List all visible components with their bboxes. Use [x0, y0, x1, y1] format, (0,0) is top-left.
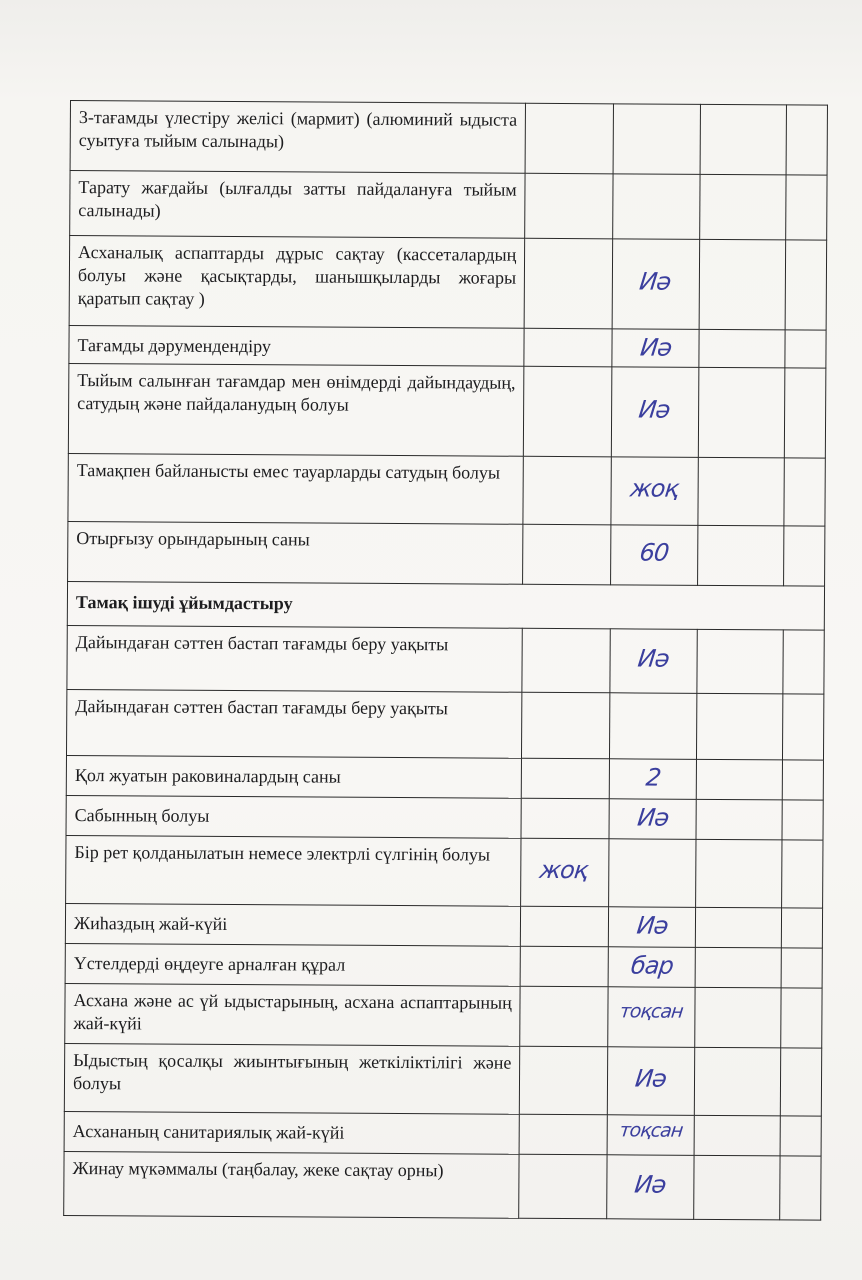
answer-cell	[699, 329, 785, 368]
answer-cell	[608, 947, 696, 988]
handwritten-answer: 2	[643, 763, 662, 792]
table-row	[68, 363, 826, 458]
section-row	[67, 581, 824, 630]
question-cell: Жиһаздың жай-күйі	[65, 903, 520, 946]
table-row	[64, 1043, 821, 1116]
answer-cell	[696, 907, 782, 948]
answer-cell	[696, 947, 782, 988]
answer-cell	[697, 759, 783, 800]
answer-cell	[783, 630, 825, 694]
question-cell: Дайындаған сәттен бастап тағамды беру уақыты	[67, 625, 523, 692]
answer-cell	[521, 758, 609, 799]
answer-cell	[696, 799, 782, 840]
handwritten-answer: Иә	[635, 644, 670, 673]
answer-cell	[697, 629, 783, 694]
question-cell: Жинау мүкәммалы (таңбалау, жеке сақтау орны)	[64, 1151, 520, 1218]
question-cell: Дайындаған сәттен бастап тағамды беру уақыты	[66, 689, 522, 758]
table-row	[70, 101, 827, 176]
answer-cell	[695, 1047, 781, 1116]
answer-cell	[612, 174, 700, 240]
table-body	[64, 101, 828, 1221]
answer-cell	[700, 239, 786, 330]
table-row	[65, 983, 822, 1048]
handwritten-answer: Иә	[638, 333, 673, 362]
table-row	[65, 943, 822, 988]
answer-cell	[521, 906, 609, 947]
answer-cell	[522, 628, 610, 693]
handwritten-answer: Иә	[632, 1170, 667, 1199]
question-cell: Ыдыстың қосалқы жиынтығының жеткіліктілігі және болуы	[64, 1043, 520, 1114]
handwritten-answer: тоқсан	[617, 1119, 684, 1142]
table-row	[64, 1151, 821, 1220]
answer-cell	[782, 694, 824, 760]
inspection-table	[63, 100, 828, 1221]
answer-cell	[523, 524, 611, 585]
answer-cell	[695, 1115, 781, 1156]
answer-cell	[606, 1155, 694, 1220]
handwritten-answer: бар	[629, 951, 674, 980]
answer-cell	[608, 839, 696, 908]
answer-cell	[782, 760, 823, 800]
answer-cell	[525, 103, 613, 174]
answer-cell	[522, 692, 610, 759]
answer-cell	[610, 525, 698, 586]
answer-cell	[608, 907, 696, 948]
answer-cell	[612, 239, 700, 330]
answer-cell	[519, 1154, 607, 1219]
table-row	[68, 521, 825, 586]
question-cell: Отырғызу орындарының саны	[68, 521, 524, 584]
answer-cell	[607, 1115, 695, 1156]
handwritten-answer: тоқсан	[618, 1000, 684, 1023]
handwritten-answer: Иә	[633, 1064, 668, 1093]
handwritten-answer: Иә	[635, 803, 670, 832]
answer-cell	[610, 457, 698, 526]
answer-cell	[697, 693, 783, 760]
handwritten-answer: жоқ	[538, 855, 590, 885]
question-cell: 3-тағамды үлестіру желісі (мармит) (алюминий ыдыста суытуға тыйым салынады)	[70, 101, 526, 174]
answer-cell	[609, 693, 697, 760]
table-row	[64, 1111, 821, 1156]
handwritten-answer: Иә	[636, 395, 671, 424]
answer-cell	[785, 330, 826, 368]
answer-cell	[785, 240, 827, 330]
table-row	[69, 325, 826, 368]
answer-cell	[783, 526, 825, 586]
answer-cell	[524, 238, 612, 329]
answer-cell	[523, 456, 611, 525]
table-row	[66, 755, 823, 800]
answer-cell	[782, 800, 823, 840]
answer-cell	[520, 946, 608, 987]
answer-cell	[699, 367, 785, 458]
answer-cell	[613, 104, 701, 175]
handwritten-answer: жоқ	[628, 474, 680, 503]
handwritten-answer: 60	[637, 538, 670, 567]
question-cell: Тыйым салынған тағамдар мен өнімдерді дайындаудың, сатудың және пайдаланудың болуы	[68, 363, 524, 456]
answer-cell	[520, 1046, 608, 1115]
answer-cell	[694, 1155, 780, 1220]
answer-cell	[781, 948, 822, 988]
answer-cell	[786, 105, 828, 175]
question-cell: Асхананың санитариялық жай-күйі	[64, 1111, 519, 1154]
answer-cell	[609, 629, 697, 694]
question-cell: Үстелдерді өңдеуге арналған құрал	[65, 943, 520, 986]
answer-cell	[524, 328, 612, 367]
handwritten-answer: Иә	[634, 911, 669, 940]
table-row	[66, 835, 823, 908]
table-row	[68, 453, 825, 526]
question-cell: Қол жуатын раковиналардың саны	[66, 755, 521, 798]
question-cell: Сабынның болуы	[66, 795, 521, 838]
table-row	[66, 689, 823, 760]
answer-cell	[784, 368, 826, 458]
table-row	[69, 236, 827, 331]
answer-cell	[701, 104, 787, 175]
answer-cell	[698, 457, 784, 526]
answer-cell	[611, 367, 699, 458]
handwritten-answer: Иә	[637, 267, 672, 296]
answer-cell	[781, 840, 823, 908]
question-cell: Асханалық аспаптарды дұрыс сақтау (кассеталардың болуы және қасықтарды, шанышқыларды жоғары қаратып сақтау )	[69, 236, 525, 329]
answer-cell	[700, 174, 786, 240]
answer-cell	[781, 908, 822, 948]
answer-cell	[785, 175, 827, 240]
answer-cell	[525, 173, 613, 239]
question-cell: Тарату жағдайы (ылғалды затты пайдалануға тыйым салынады)	[70, 171, 526, 239]
answer-cell	[607, 987, 695, 1048]
table-row	[66, 795, 823, 840]
answer-cell	[780, 1048, 822, 1116]
answer-cell	[521, 798, 609, 839]
section-title: Тамақ ішуді ұйымдастыру	[67, 581, 824, 630]
answer-cell	[524, 366, 612, 457]
answer-cell	[780, 988, 822, 1048]
question-cell: Тағамды дәрумендендіру	[69, 325, 524, 366]
answer-cell	[784, 458, 826, 526]
answer-cell	[609, 759, 697, 800]
answer-cell	[519, 1114, 607, 1155]
answer-cell	[779, 1156, 821, 1220]
table-row	[65, 903, 822, 948]
answer-cell	[695, 987, 781, 1048]
answer-cell	[609, 799, 697, 840]
answer-cell	[607, 1047, 695, 1116]
question-cell: Асхана және ас үй ыдыстарының, асхана аспаптарының жай-күйі	[65, 983, 521, 1046]
table-row	[70, 171, 827, 241]
answer-cell	[696, 839, 782, 908]
question-cell: Бір рет қолданылатын немесе электрлі сүлгінің болуы	[66, 835, 522, 906]
table-row	[67, 625, 824, 694]
answer-cell	[698, 525, 784, 586]
question-cell: Тамақпен байланысты емес тауарларды сатудың болуы	[68, 453, 524, 524]
answer-cell	[521, 838, 609, 907]
answer-cell	[611, 329, 699, 368]
answer-cell	[520, 986, 608, 1047]
answer-cell	[780, 1116, 821, 1156]
